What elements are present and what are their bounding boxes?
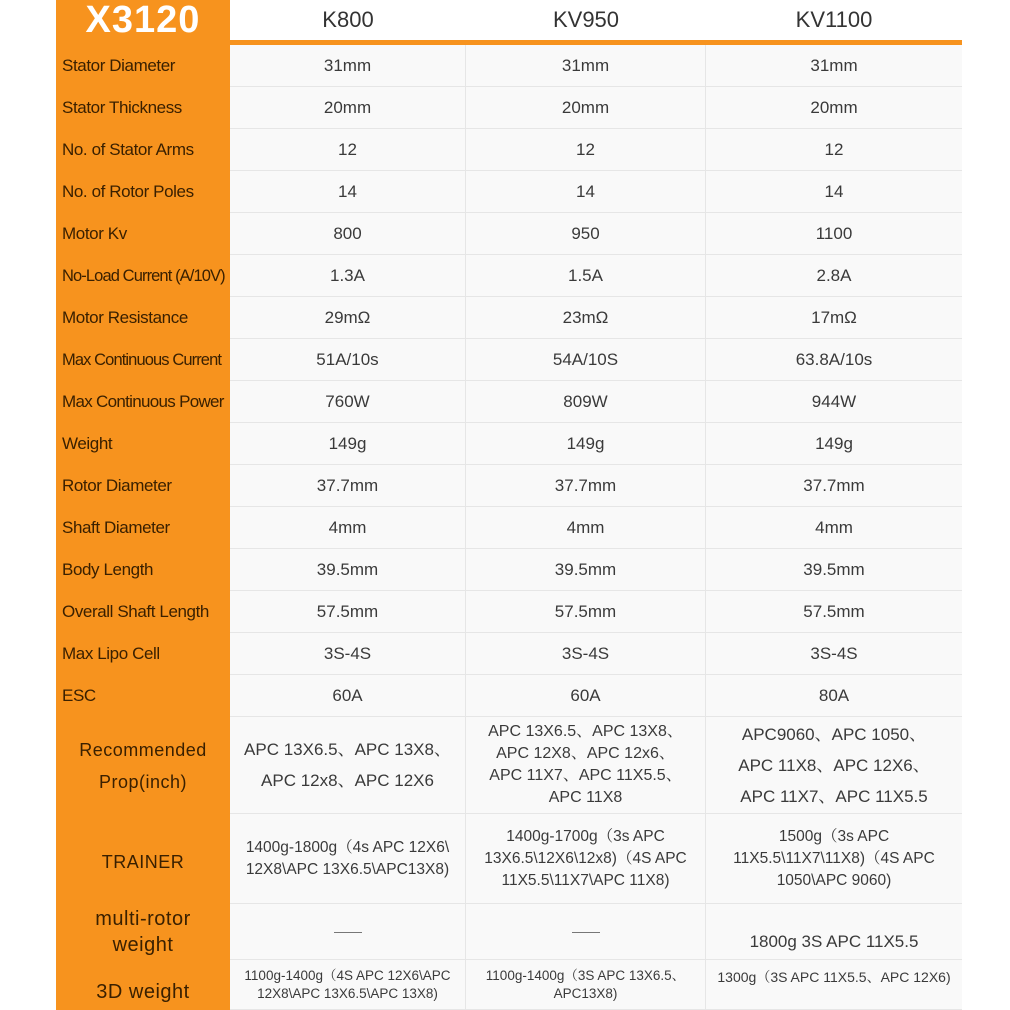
row-label-line: Prop(inch) xyxy=(98,771,188,792)
cell-kv950: 3S-4S xyxy=(466,633,706,675)
cell-kv1100: 63.8A/10s xyxy=(706,339,962,381)
table-row xyxy=(56,507,962,549)
empty-dash xyxy=(334,932,362,933)
row-label-line: Recommended xyxy=(79,739,207,760)
row-label: Motor Kv xyxy=(62,224,127,243)
cell-k800: 4mm xyxy=(230,507,466,549)
row-label: Motor Resistance xyxy=(62,308,188,327)
cell-kv1100 xyxy=(706,814,962,904)
cell-line: APC 11X8、APC 12X6、 xyxy=(738,755,930,775)
cell-kv1100: 57.5mm xyxy=(706,591,962,633)
cell-kv1100: 944W xyxy=(706,381,962,423)
table-row xyxy=(56,549,962,591)
table-row-recommended-prop xyxy=(56,717,962,814)
cell-line: APC 13X6.5、APC 13X8、 xyxy=(244,740,451,759)
cell-kv950: 20mm xyxy=(466,87,706,129)
cell-line: 1100g-1400g（4S APC 12X6\APC xyxy=(244,968,451,983)
cell-line: APC 12X8、APC 12x6、 xyxy=(496,745,675,762)
cell-line: 12X8\APC 13X6.5\APC13X8) xyxy=(245,860,450,878)
table-row xyxy=(56,591,962,633)
table-row-trainer xyxy=(56,814,962,904)
cell-line: APC 13X6.5、APC 13X8、 xyxy=(488,723,683,740)
cell-kv1100: 3S-4S xyxy=(706,633,962,675)
cell-k800: 39.5mm xyxy=(230,549,466,591)
cell-k800 xyxy=(230,960,466,1010)
cell-line: APC13X8) xyxy=(553,986,618,1001)
table-row-multirotor-weight xyxy=(56,904,962,960)
row-label: Body Length xyxy=(62,560,154,579)
cell-kv950: 23mΩ xyxy=(466,297,706,339)
cell-line: APC 11X7、APC 11X5.5、 xyxy=(489,767,682,784)
cell-kv1100 xyxy=(706,717,962,814)
table-row xyxy=(56,45,962,87)
cell-kv1100: 12 xyxy=(706,129,962,171)
table-row xyxy=(56,171,962,213)
cell-line: 1400g-1800g（4s APC 12X6\ xyxy=(245,838,450,856)
row-label: No. of Rotor Poles xyxy=(62,182,194,201)
cell-kv1100: 149g xyxy=(706,423,962,465)
cell-line: APC 11X7、APC 11X5.5 xyxy=(740,786,928,806)
cell-kv950: 14 xyxy=(466,171,706,213)
cell-kv1100: 39.5mm xyxy=(706,549,962,591)
row-label: Stator Thickness xyxy=(62,98,182,117)
row-label xyxy=(56,717,230,814)
cell-k800: 14 xyxy=(230,171,466,213)
cell-kv1100: 14 xyxy=(706,171,962,213)
cell-kv950: 4mm xyxy=(466,507,706,549)
cell-kv950: 1.5A xyxy=(466,255,706,297)
cell-k800: 31mm xyxy=(230,45,466,87)
table-row xyxy=(56,339,962,381)
row-label-line: weight xyxy=(112,934,174,956)
cell-kv1100: 17mΩ xyxy=(706,297,962,339)
row-label: Shaft Diameter xyxy=(62,518,170,537)
cell-k800: 60A xyxy=(230,675,466,717)
cell-k800: 3S-4S xyxy=(230,633,466,675)
cell-kv1100: 2.8A xyxy=(706,255,962,297)
row-label-line: multi-rotor xyxy=(95,908,191,930)
cell-line: 1400g-1700g（3s APC xyxy=(506,827,665,845)
table-row xyxy=(56,675,962,717)
cell-kv950 xyxy=(466,814,706,904)
cell-kv950: 809W xyxy=(466,381,706,423)
cell-line: 1050\APC 9060) xyxy=(776,871,892,889)
row-label: No-Load Current (A/10V) xyxy=(62,266,225,285)
table-row xyxy=(56,423,962,465)
cell-k800: 20mm xyxy=(230,87,466,129)
cell-kv950 xyxy=(466,960,706,1010)
cell-line: APC 11X8 xyxy=(548,789,623,806)
cell-k800: 149g xyxy=(230,423,466,465)
row-label: Rotor Diameter xyxy=(62,476,172,495)
cell-kv1100: 1800g 3S APC 11X5.5 xyxy=(706,904,962,960)
column-header-kv950: KV950 xyxy=(466,0,706,40)
cell-line: 1100g-1400g（3S APC 13X6.5、 xyxy=(485,968,686,983)
table-row xyxy=(56,465,962,507)
cell-k800 xyxy=(230,717,466,814)
spec-table xyxy=(56,0,962,1010)
model-title: X3120 xyxy=(56,0,230,40)
cell-kv950: 37.7mm xyxy=(466,465,706,507)
cell-line: APC 12x8、APC 12X6 xyxy=(261,771,434,790)
row-label: ESC xyxy=(62,686,96,705)
cell-kv1100: 1100 xyxy=(706,213,962,255)
cell-kv950 xyxy=(466,717,706,814)
cell-k800: 37.7mm xyxy=(230,465,466,507)
cell-kv1100: 20mm xyxy=(706,87,962,129)
row-label: TRAINER xyxy=(101,852,185,872)
cell-kv1100: 31mm xyxy=(706,45,962,87)
cell-kv1100: 4mm xyxy=(706,507,962,549)
table-row xyxy=(56,381,962,423)
cell-kv950: 57.5mm xyxy=(466,591,706,633)
cell-kv1100: 80A xyxy=(706,675,962,717)
cell-kv950: 60A xyxy=(466,675,706,717)
row-label: Max Continuous Current xyxy=(62,350,222,369)
table-row xyxy=(56,129,962,171)
cell-k800: 51A/10s xyxy=(230,339,466,381)
cell-k800: 1.3A xyxy=(230,255,466,297)
cell-kv950 xyxy=(466,904,706,960)
row-label: Overall Shaft Length xyxy=(62,602,209,621)
row-label: Max Continuous Power xyxy=(62,392,224,411)
cell-kv1100: 1300g（3S APC 11X5.5、APC 12X6) xyxy=(706,960,962,1010)
cell-kv950: 12 xyxy=(466,129,706,171)
column-header-kv1100: KV1100 xyxy=(706,0,962,40)
cell-kv950: 149g xyxy=(466,423,706,465)
cell-line: 12X8\APC 13X6.5\APC 13X8) xyxy=(257,986,438,1001)
cell-line: 13X6.5\12X6\12x8)（4S APC xyxy=(484,849,687,867)
row-label: Max Lipo Cell xyxy=(62,644,160,663)
table-row xyxy=(56,297,962,339)
row-label: 3D weight xyxy=(96,981,190,1003)
cell-k800: 12 xyxy=(230,129,466,171)
row-label xyxy=(56,904,230,960)
table-row-3d-weight xyxy=(56,960,962,1010)
cell-kv950: 39.5mm xyxy=(466,549,706,591)
table-row xyxy=(56,633,962,675)
column-header-k800: K800 xyxy=(230,0,466,40)
cell-kv950: 54A/10S xyxy=(466,339,706,381)
table-row xyxy=(56,255,962,297)
row-label: No. of Stator Arms xyxy=(62,140,194,159)
empty-dash xyxy=(572,932,600,933)
cell-line: 11X5.5\11X7\11X8)（4S APC xyxy=(733,849,935,867)
table-row xyxy=(56,213,962,255)
cell-kv1100: 37.7mm xyxy=(706,465,962,507)
cell-k800 xyxy=(230,814,466,904)
cell-line: 1500g（3s APC xyxy=(778,827,890,845)
cell-k800 xyxy=(230,904,466,960)
table-row xyxy=(56,87,962,129)
cell-kv950: 950 xyxy=(466,213,706,255)
cell-k800: 57.5mm xyxy=(230,591,466,633)
cell-line: 11X5.5\11X7\APC 11X8) xyxy=(501,871,670,889)
row-label: Weight xyxy=(62,434,113,453)
cell-k800: 760W xyxy=(230,381,466,423)
cell-line: APC9060、APC 1050、 xyxy=(741,724,927,744)
cell-k800: 800 xyxy=(230,213,466,255)
cell-k800: 29mΩ xyxy=(230,297,466,339)
row-label: Stator Diameter xyxy=(62,56,176,75)
cell-kv950: 31mm xyxy=(466,45,706,87)
